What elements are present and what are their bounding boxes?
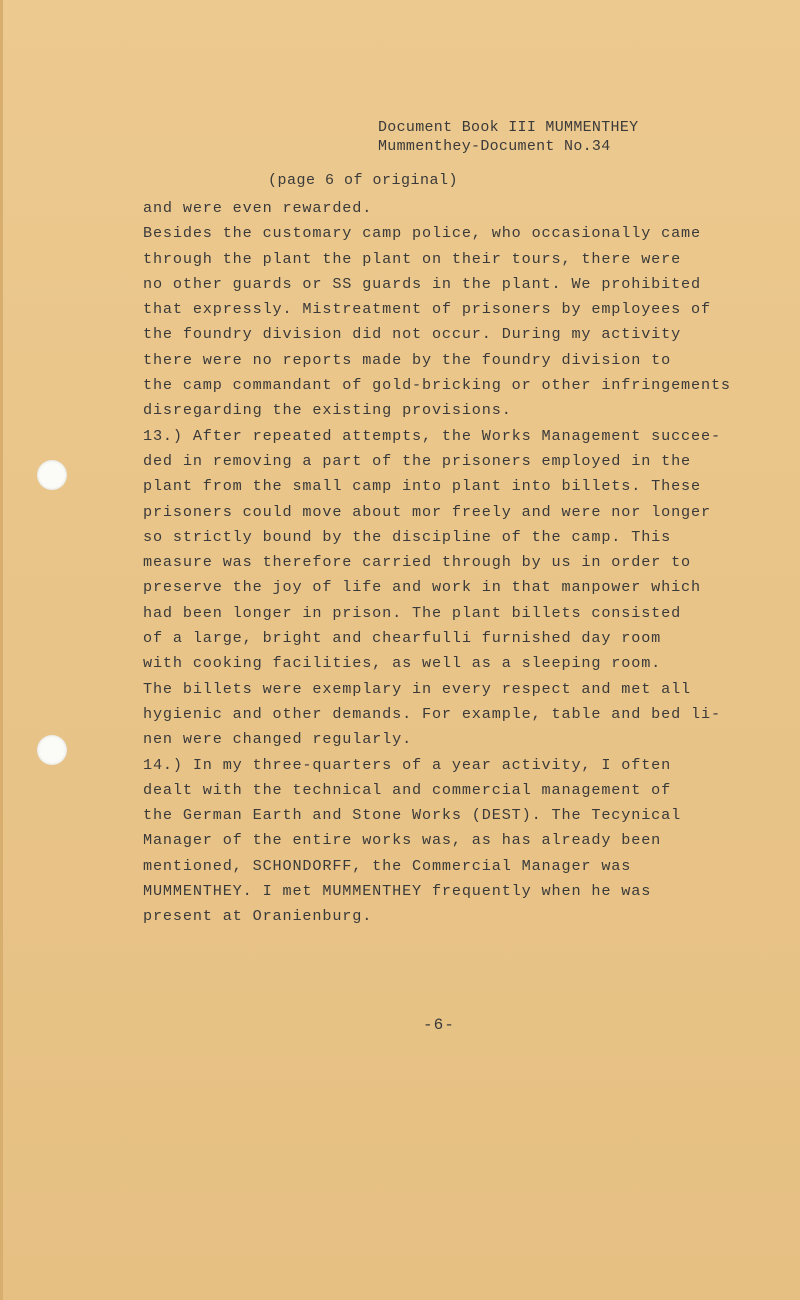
header-document-line: Mummenthey-Document No.34 [378,138,611,155]
text-line: mentioned, SCHONDORFF, the Commercial Manager was [143,856,632,875]
text-line: Besides the customary camp police, who occasionally came [143,224,701,243]
text-line: and were even rewarded. [143,199,373,217]
text-line: 13.) After repeated attempts, the Works Management succee- [143,426,721,445]
text-line: the foundry division did not occur. During my activity [143,325,682,344]
document-header [378,118,638,156]
text-line: of a large, bright and chearfulli furnished day room [143,629,662,648]
text-line: disregarding the existing provisions. [143,401,512,420]
original-page-reference: (page 6 of original) [268,172,459,189]
text-line: the German Earth and Stone Works (DEST). The Tecynical [143,806,682,825]
text-line: prisoners could move about mor freely and were nor longer [143,502,711,521]
header-book-line: Document Book III MUMMENTHEY [378,119,639,136]
text-line: hygienic and other demands. For example, table and bed li- [143,704,721,723]
text-line: ded in removing a part of the prisoners employed in the [143,451,692,470]
text-line: there were no reports made by the foundry division to [143,350,672,369]
punch-hole [37,735,67,765]
text-line: 14.) In my three-quarters of a year activity, I often [143,755,672,774]
text-line: measure was therefore carried through by us in order to [143,553,692,572]
punch-hole [37,460,67,490]
text-line: with cooking facilities, as well as a sleeping room. [143,654,662,673]
body-text [143,196,783,930]
text-line: had been longer in prison. The plant billets consisted [143,603,682,622]
page-number: -6- [423,1016,455,1034]
text-line: so strictly bound by the discipline of the camp. This [143,527,672,546]
text-line: The billets were exemplary in every respect and met all [143,679,692,698]
text-line: Manager of the entire works was, as has already been [143,831,662,850]
text-line: that expressly. Mistreatment of prisoners by employees of [143,300,711,319]
text-line: preserve the joy of life and work in that manpower which [143,578,701,597]
text-line: present at Oranienburg. [143,907,373,926]
text-line: dealt with the technical and commercial management of [143,780,672,799]
text-line: no other guards or SS guards in the plant. We prohibited [143,274,701,293]
text-line: MUMMENTHEY. I met MUMMENTHEY frequently when he was [143,882,652,901]
text-line: the camp commandant of gold-bricking or other infringements [143,376,731,395]
text-line: nen were changed regularly. [143,730,413,749]
text-line: plant from the small camp into plant into billets. These [143,477,701,496]
text-line: through the plant the plant on their tours, there were [143,249,682,268]
